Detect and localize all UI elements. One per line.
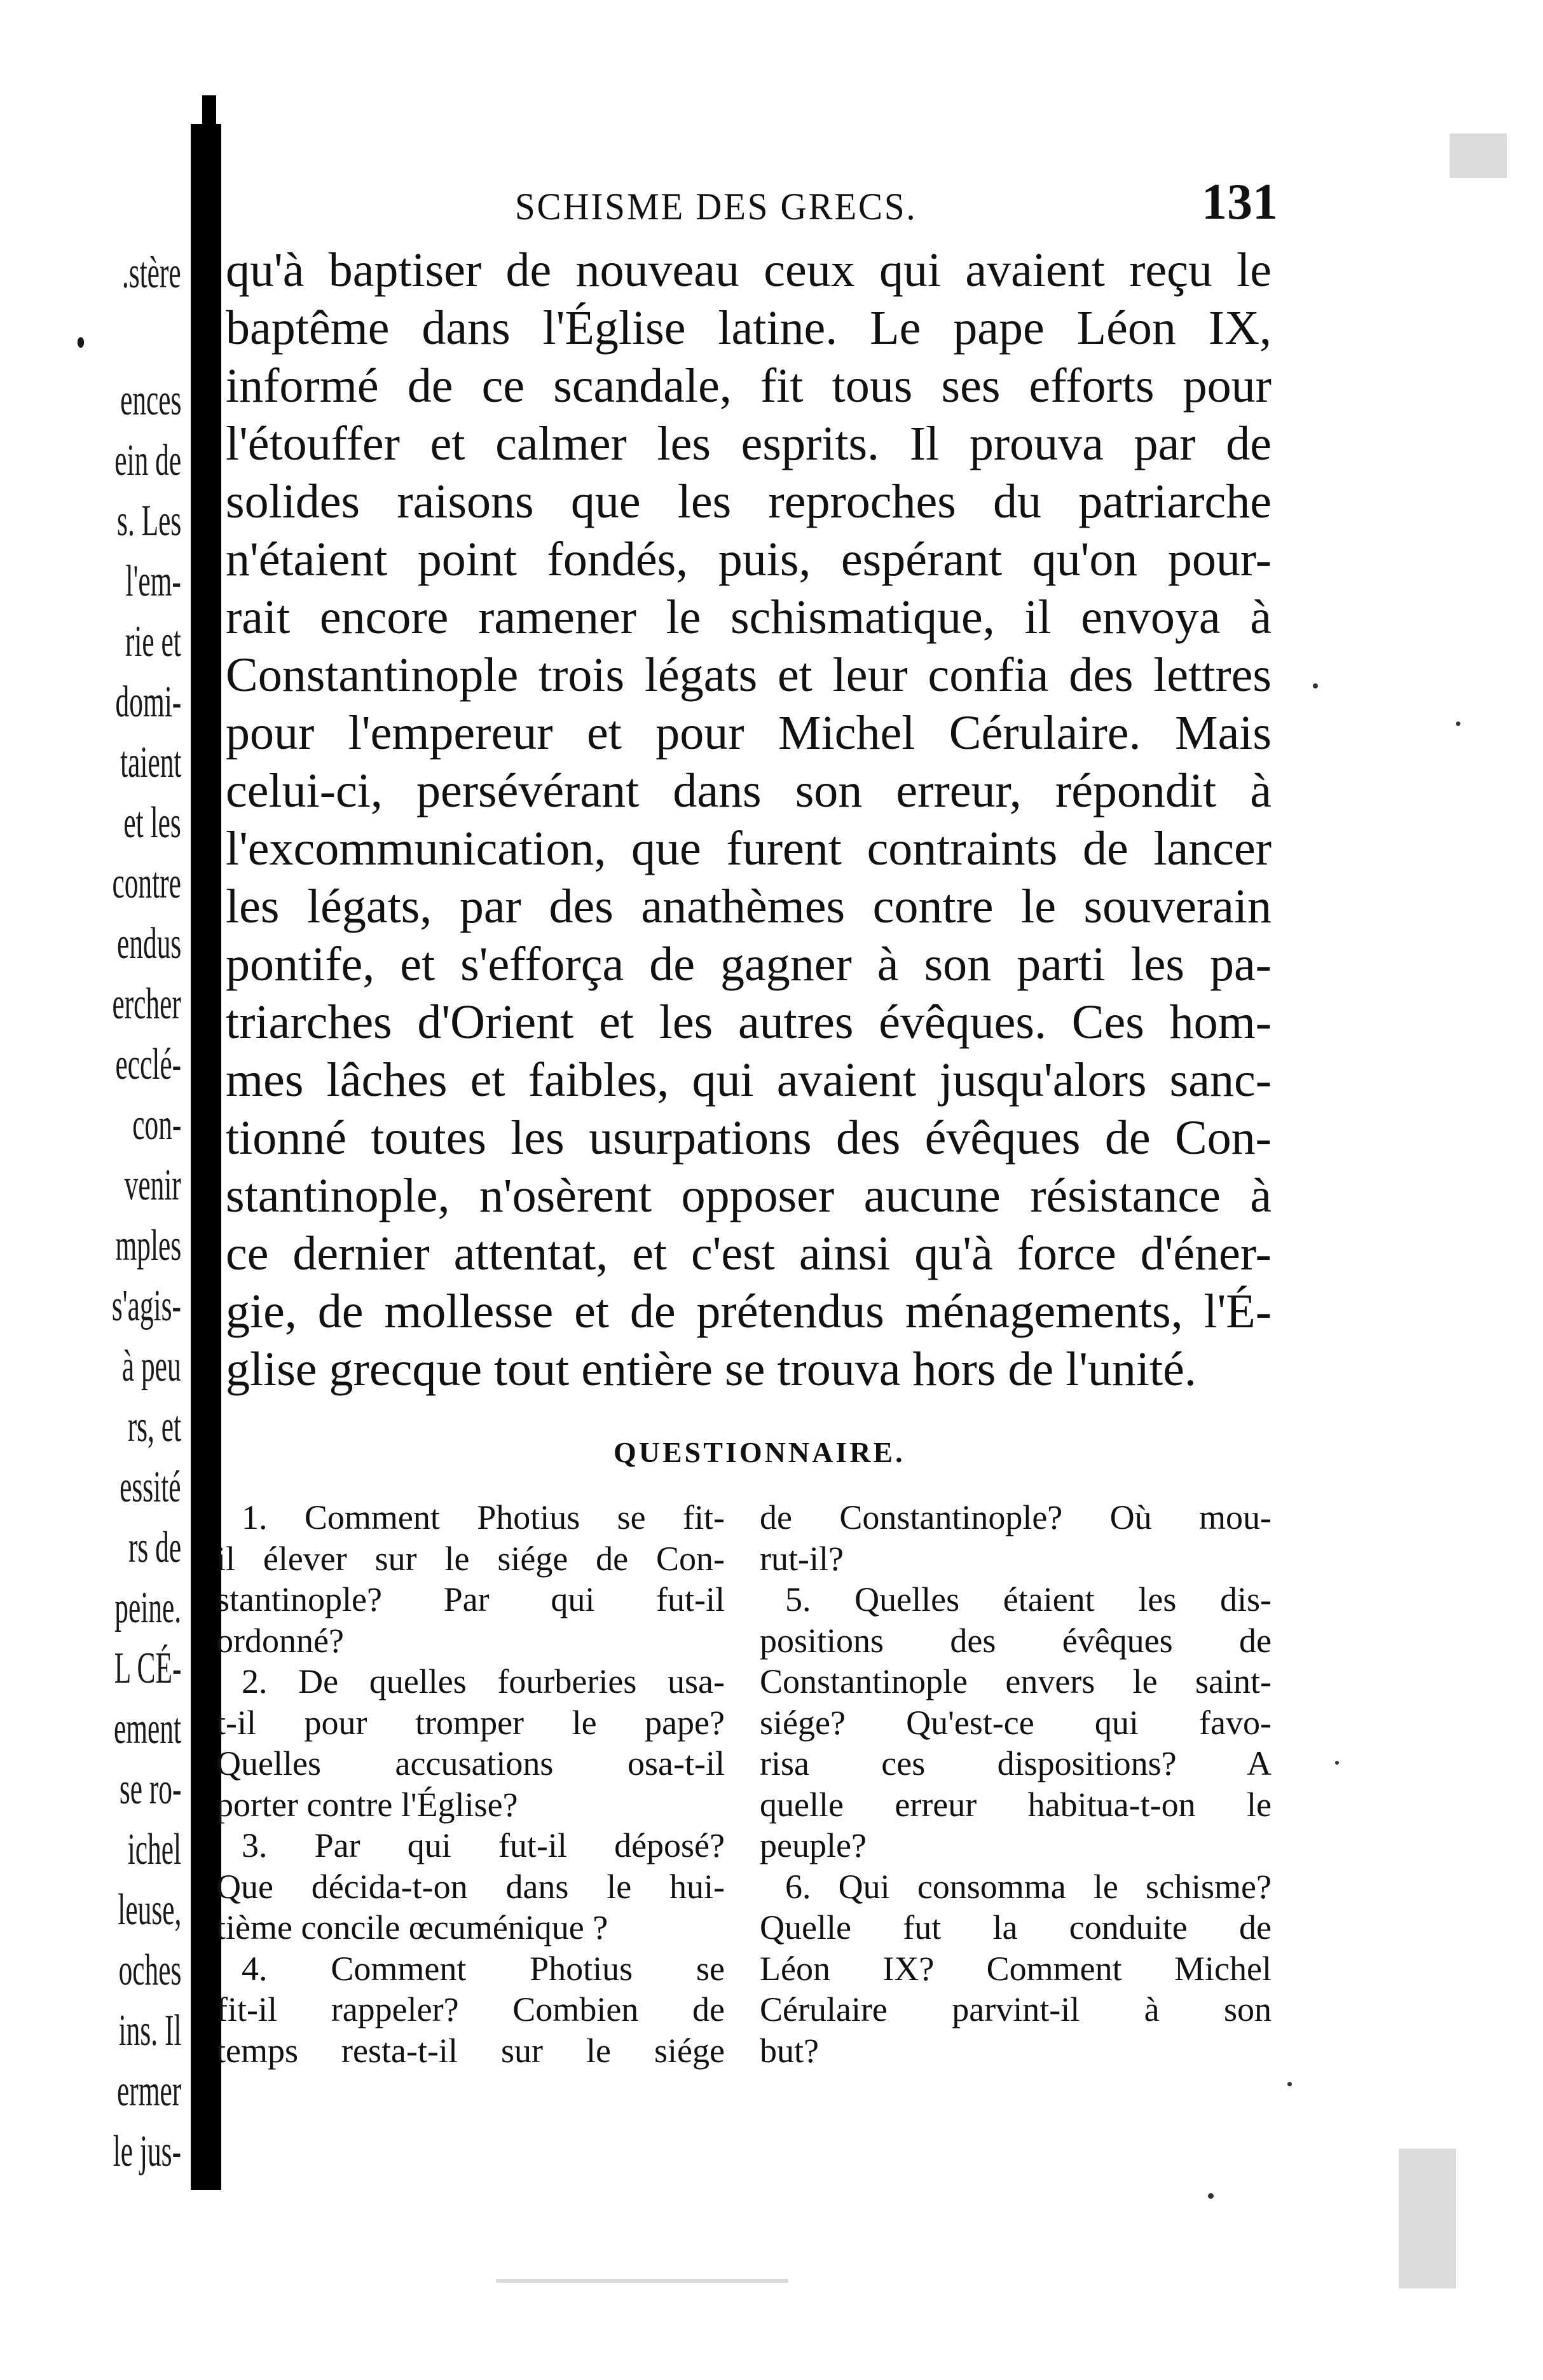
margin-fragment: ecclé- (115, 1040, 181, 1089)
scan-smudge (1450, 133, 1507, 178)
text-line: stantinople, n'osèrent opposer aucune résistance à (226, 1169, 1272, 1222)
margin-fragment: à peu (122, 1342, 181, 1391)
margin-fragment: mples (115, 1221, 181, 1270)
margin-fragment: ences (120, 376, 181, 425)
question-line: de Constantinople? Où mou- (760, 1498, 1272, 1536)
question-line: ordonné? (216, 1621, 344, 1660)
question-line: tième concile œcuménique ? (216, 1908, 608, 1946)
margin-fragment: endus (116, 919, 181, 968)
margin-fragment: rs de (128, 1523, 181, 1572)
question-line: 4. Comment Photius se (242, 1949, 725, 1988)
question-line: siége? Qu'est-ce qui favo- (760, 1703, 1272, 1742)
margin-fragment: leuse, (117, 1885, 181, 1934)
text-line: triarches d'Orient et les autres évêques. Ces hom- (226, 995, 1272, 1049)
question-line: porter contre l'Église? (216, 1785, 518, 1824)
text-line: pontife, et s'efforça de gagner à son parti les pa- (226, 938, 1272, 991)
margin-fragment: peine. (114, 1583, 181, 1632)
margin-fragment: essité (120, 1463, 181, 1512)
margin-fragment: domi- (115, 678, 181, 727)
margin-fragment: venir (124, 1161, 181, 1210)
question-line: temps resta-t-il sur le siége (216, 2031, 725, 2070)
facing-page-margin-fragments (19, 251, 181, 2222)
question-line: 5. Quelles étaient les dis- (785, 1580, 1272, 1618)
margin-fragment: ermer (116, 2067, 181, 2116)
scan-speck (1287, 2082, 1292, 2086)
margin-fragment: oches (118, 1946, 181, 1995)
text-line: mes lâches et faibles, qui avaient jusqu'alors sanc- (226, 1053, 1272, 1107)
text-line: l'excommunication, que furent contraints de lancer (226, 822, 1272, 875)
text-line: celui-ci, persévérant dans son erreur, répondit à (226, 764, 1272, 817)
text-line: Constantinople trois légats et leur confia des lettres (226, 648, 1272, 702)
question-line: fit-il rappeler? Combien de (216, 1990, 725, 2028)
page-number: 131 (1202, 174, 1278, 230)
question-line: 6. Qui consomma le schisme? (785, 1867, 1272, 1906)
text-line: qu'à baptiser de nouveau ceux qui avaient reçu le (226, 243, 1272, 297)
margin-fragment: s'agis- (111, 1282, 181, 1330)
question-line: but? (760, 2031, 819, 2070)
questionnaire-right-column (760, 1497, 1272, 2071)
margin-fragment: taient (120, 738, 181, 787)
question-line: Que décida-t-on dans le hui- (216, 1867, 725, 1906)
text-line: pour l'empereur et pour Michel Cérulaire. Mais (226, 706, 1272, 760)
scan-speck (1456, 722, 1460, 726)
margin-fragment: s. Les (116, 496, 181, 545)
margin-fragment: le jus- (113, 2127, 181, 2176)
question-line: Cérulaire parvint-il à son (760, 1990, 1272, 2028)
text-line: ce dernier attentat, et c'est ainsi qu'à force d'éner- (226, 1227, 1272, 1280)
question-line: stantinople? Par qui fut-il (216, 1580, 725, 1618)
questionnaire-heading: QUESTIONNAIRE. (614, 1436, 905, 1468)
body-text (226, 242, 1272, 1399)
margin-fragment: .stère (122, 249, 181, 298)
scan-speck (1313, 683, 1318, 688)
question-line: Léon IX? Comment Michel (760, 1949, 1272, 1988)
scan-smudge (1399, 2149, 1456, 2288)
text-line: solides raisons que les reproches du patriarche (226, 475, 1272, 528)
margin-fragment: con- (132, 1100, 181, 1149)
margin-fragment: L CÉ- (114, 1644, 181, 1693)
margin-fragment: ins. Il (118, 2006, 181, 2055)
text-line: glise grecque tout entière se trouva hors de l'unité. (226, 1343, 1197, 1396)
margin-fragment: rie et (125, 617, 181, 666)
text-line: n'étaient point fondés, puis, espérant qu'on pour- (226, 533, 1272, 586)
margin-fragment: l'em- (125, 557, 181, 606)
question-line: quelle erreur habitua-t-on le (760, 1785, 1272, 1824)
margin-fragment: rs, et (127, 1402, 181, 1451)
text-line: gie, de mollesse et de prétendus ménagements, l'É- (226, 1285, 1272, 1338)
margin-fragment: se ro- (119, 1765, 181, 1814)
text-line: tionné toutes les usurpations des évêques de Con- (226, 1111, 1272, 1165)
margin-fragment: ein de (114, 436, 181, 485)
scan-speck (1335, 1761, 1339, 1765)
running-title: SCHISME DES GRECS. (515, 186, 917, 228)
margin-fragment: • (76, 318, 86, 367)
question-line: Constantinople envers le saint- (760, 1662, 1272, 1700)
scan-speck (1208, 2193, 1214, 2199)
question-line: 3. Par qui fut-il déposé? (242, 1826, 725, 1864)
question-line: peuple? (760, 1826, 867, 1864)
question-line: rut-il? (760, 1539, 844, 1578)
question-line: t-il pour tromper le pape? (216, 1703, 725, 1742)
question-line: 1. Comment Photius se fit- (242, 1498, 725, 1536)
questionnaire-left-column (216, 1497, 725, 2071)
question-line: Quelle fut la conduite de (760, 1908, 1272, 1946)
margin-fragment: ichel (127, 1825, 181, 1874)
margin-fragment: ercher (112, 980, 181, 1029)
margin-fragment: contre (112, 859, 181, 908)
question-line: risa ces dispositions? A (760, 1744, 1272, 1782)
text-line: les légats, par des anathèmes contre le souverain (226, 880, 1272, 933)
text-line: rait encore ramener le schismatique, il envoya à (226, 591, 1272, 644)
question-line: 2. De quelles fourberies usa- (242, 1662, 725, 1700)
margin-fragment: et les (123, 798, 181, 847)
text-line: baptême dans l'Église latine. Le pape Léon IX, (226, 301, 1272, 355)
question-line: il élever sur le siége de Con- (216, 1539, 725, 1578)
text-line: informé de ce scandale, fit tous ses efforts pour (226, 359, 1272, 413)
question-line: positions des évêques de (760, 1621, 1272, 1660)
text-line: l'étouffer et calmer les esprits. Il prouva par de (226, 417, 1272, 470)
question-line: Quelles accusations osa-t-il (216, 1744, 725, 1782)
scan-smudge (496, 2279, 788, 2283)
margin-fragment: ement (113, 1704, 181, 1753)
